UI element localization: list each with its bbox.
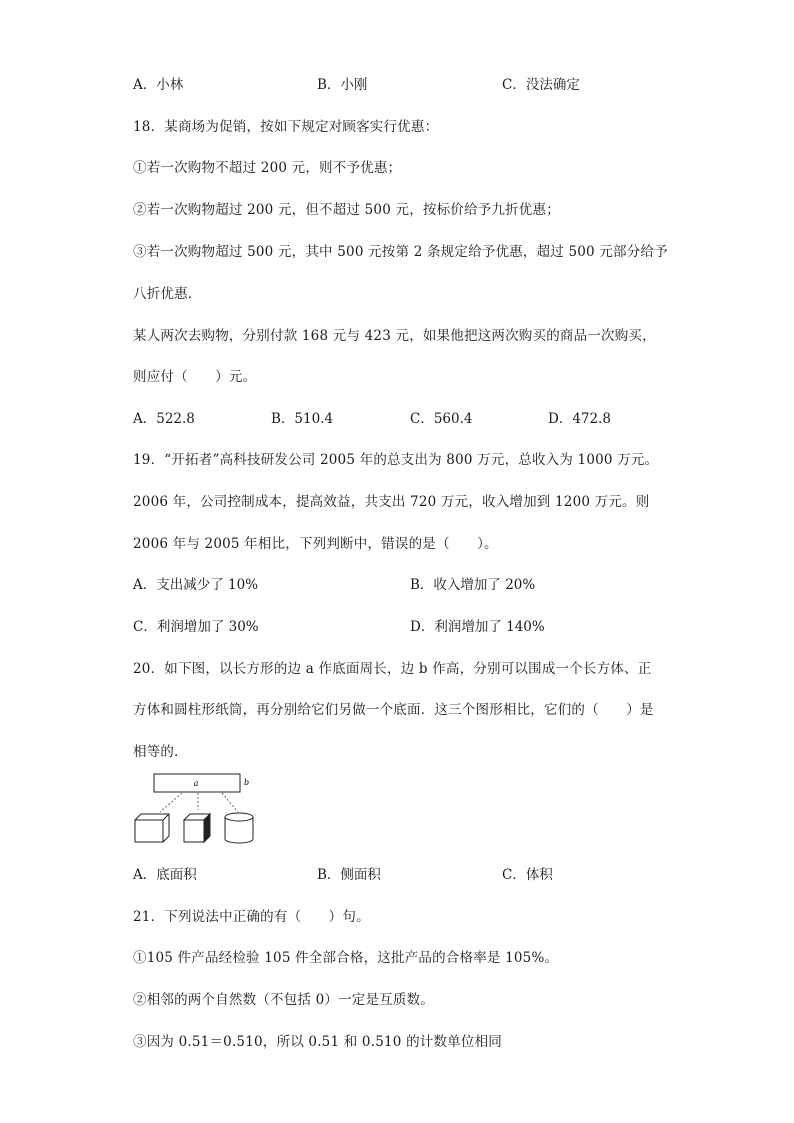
q18-option-d: D．472.8	[548, 411, 611, 427]
q20-option-c: C．体积	[502, 867, 553, 883]
q20-option-b: B．侧面积	[317, 867, 381, 883]
q21-stem: 21．下列说法中正确的有（ ）句。	[133, 909, 370, 925]
q18-option-b: B．510.4	[271, 411, 334, 427]
q20-line-3: 相等的．	[133, 744, 188, 760]
q20-line-2: 方体和圆柱形纸筒，再分别给它们另做一个底面．这三个图形相比，它们的（ ）是	[133, 702, 654, 718]
q18-question-a: 某人两次去购物，分别付款 168 元与 423 元，如果他把这两次购买的商品一次购买，	[133, 328, 656, 344]
q20-option-a: A．底面积	[133, 867, 197, 883]
cuboid-shape	[135, 814, 169, 842]
q18-option-c: C．560.4	[410, 411, 473, 427]
q18-option-a: A．522.8	[133, 411, 195, 427]
q21-statement-3: ③因为 0.51＝0.510，所以 0.51 和 0.510 的计数单位相同	[133, 1034, 502, 1050]
cube-shape	[184, 814, 210, 842]
q18-question-b: 则应付（ ）元。	[133, 369, 257, 385]
q17-option-a: A．小林	[133, 77, 184, 93]
q17-option-b: B．小刚	[317, 77, 368, 93]
q19-line-3: 2006 年与 2005 年相比，下列判断中，错误的是（ ）。	[133, 536, 498, 552]
q19-option-b: B．收入增加了 20%	[410, 577, 536, 593]
q19-option-a: A．支出减少了 10%	[133, 577, 259, 593]
q18-rule-3b: 八折优惠．	[133, 286, 202, 302]
q20-line-1: 20．如下图，以长方形的边 a 作底面周长，边 b 作高，分别可以围成一个长方体、正	[133, 661, 652, 677]
q17-option-c: C．没法确定	[502, 77, 580, 93]
q19-line-1: 19．“开拓者”高科技研发公司 2005 年的总支出为 800 万元，总收入为 1000 万元。	[133, 452, 659, 468]
q19-line-2: 2006 年，公司控制成本，提高效益，共支出 720 万元，收入增加到 1200 万元。则	[133, 494, 650, 510]
q18-rule-3a: ③若一次购物超过 500 元，其中 500 元按第 2 条规定给予优惠，超过 500 元部分给予	[133, 244, 668, 260]
q20-figure	[130, 770, 260, 848]
q18-rule-2: ②若一次购物超过 200 元，但不超过 500 元，按标价给予九折优惠；	[133, 202, 560, 218]
q21-statement-1: ①105 件产品经检验 105 件全部合格，这批产品的合格率是 105%。	[133, 950, 559, 966]
q18-rule-1: ①若一次购物不超过 200 元，则不予优惠；	[133, 160, 402, 176]
q21-statement-2: ②相邻的两个自然数（不包括 0）一定是互质数。	[133, 992, 434, 1008]
label-b: b	[244, 778, 250, 787]
label-a: a	[193, 779, 199, 788]
q18-stem: 18．某商场为促销，按如下规定对顾客实行优惠：	[133, 119, 439, 135]
cylinder-shape	[225, 813, 253, 843]
q19-option-c: C．利润增加了 30%	[133, 619, 259, 635]
q19-option-d: D．利润增加了 140%	[410, 619, 545, 635]
